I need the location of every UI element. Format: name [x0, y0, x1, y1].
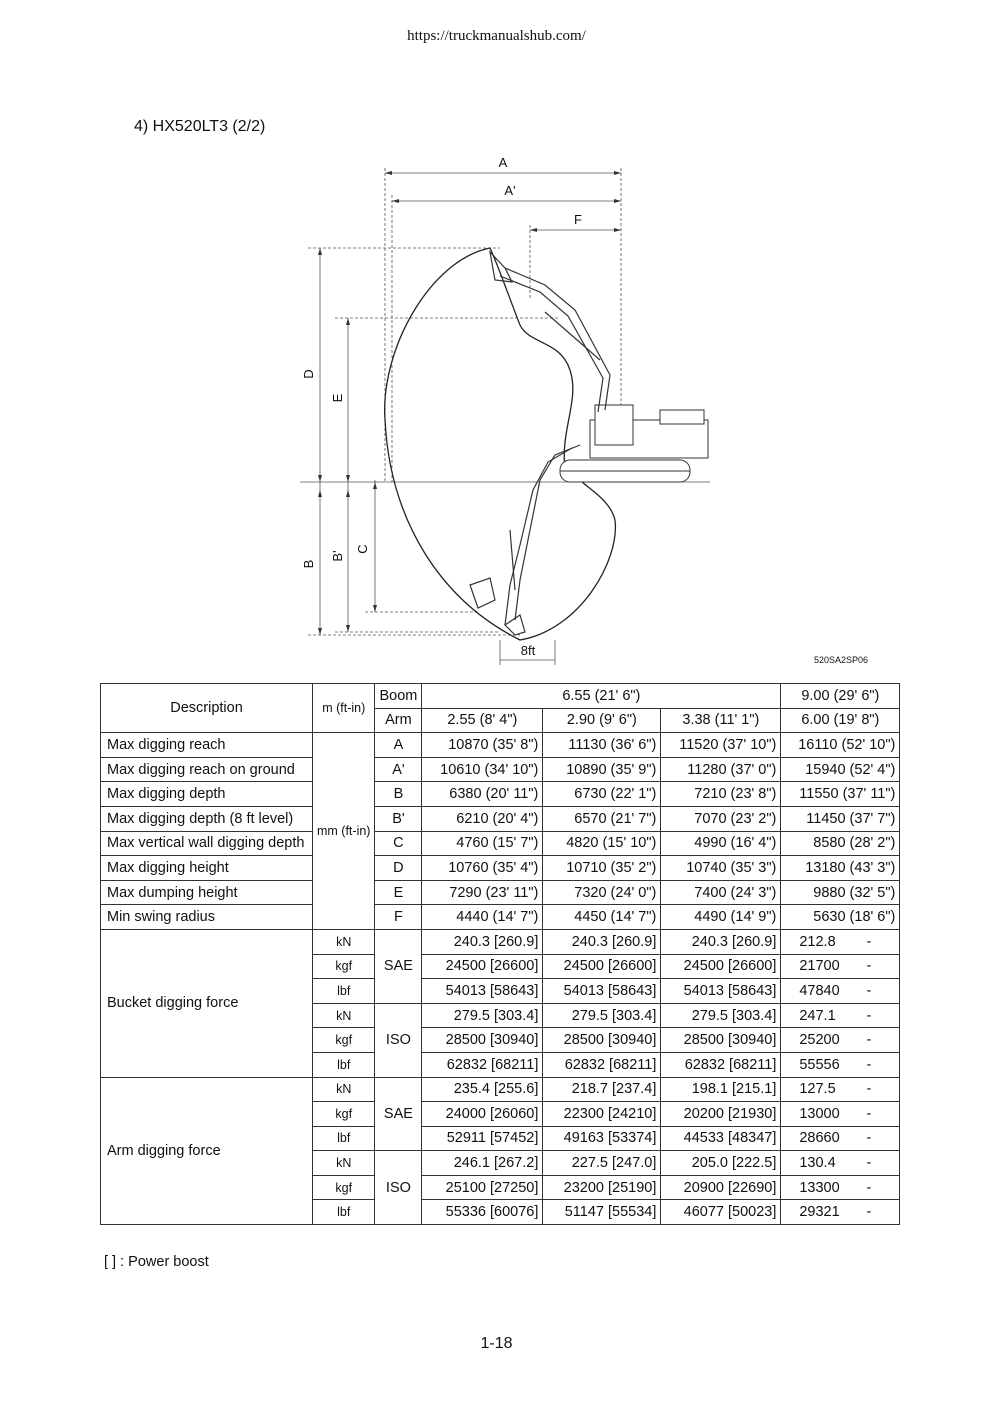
row-value: 8580 (28' 2") [781, 831, 900, 856]
force-value: 24500 [26600] [661, 954, 781, 979]
row-value: 4490 (14' 9") [661, 905, 781, 930]
force-value: 25100 [27250] [422, 1175, 543, 1200]
force-unit: lbf [313, 1126, 375, 1151]
dim-label-8ft: 8ft [520, 643, 536, 658]
table-row [101, 905, 900, 930]
force-value: 23200 [25190] [543, 1175, 661, 1200]
force-value-main: 127.5 [799, 1081, 836, 1098]
row-value: 10740 (35' 3") [661, 856, 781, 881]
row-value: 11520 (37' 10") [661, 733, 781, 758]
force-value-boost: - [866, 933, 872, 950]
table-row [101, 733, 900, 758]
force-value: 240.3 [260.9] [661, 929, 781, 954]
force-value-long-arm [781, 1151, 900, 1176]
table-row [101, 806, 900, 831]
row-value: 7290 (23' 11") [422, 880, 543, 905]
force-value: 22300 [24210] [543, 1102, 661, 1127]
force-value: 279.5 [303.4] [661, 1003, 781, 1028]
row-value: 11550 (37' 11") [781, 782, 900, 807]
force-unit: kgf [313, 954, 375, 979]
force-value-boost: - [866, 1155, 872, 1172]
header-arm-value: 3.38 (11' 1") [661, 708, 781, 733]
header-arm-value: 2.90 (9' 6") [543, 708, 661, 733]
dim-label-a-prime: A' [504, 183, 516, 198]
row-value: 7400 (24' 3") [661, 880, 781, 905]
header-boom-value: 6.55 (21' 6") [422, 684, 781, 709]
force-value: 62832 [68211] [422, 1052, 543, 1077]
row-value: 13180 (43' 3") [781, 856, 900, 881]
power-boost-footnote: [ ] : Power boost [104, 1254, 209, 1270]
row-value: 5630 (18' 6") [781, 905, 900, 930]
dim-label-f: F [574, 212, 582, 227]
row-description: Min swing radius [101, 905, 313, 930]
row-code: B' [375, 806, 422, 831]
row-value: 6570 (21' 7") [543, 806, 661, 831]
force-value-boost: - [866, 1032, 872, 1049]
force-value-boost: - [866, 1007, 872, 1024]
table-row [101, 929, 900, 954]
force-value-long-arm [781, 954, 900, 979]
force-unit: kN [313, 1003, 375, 1028]
force-value-boost: - [866, 1179, 872, 1196]
force-value: 240.3 [260.9] [422, 929, 543, 954]
force-value: 24500 [26600] [422, 954, 543, 979]
force-standard: SAE [375, 1077, 422, 1151]
force-value: 198.1 [215.1] [661, 1077, 781, 1102]
force-value-main: 21700 [799, 958, 840, 975]
force-value-boost: - [866, 1204, 872, 1221]
header-arm: Arm [375, 708, 422, 733]
force-value: 28500 [30940] [422, 1028, 543, 1053]
table-row [101, 880, 900, 905]
section-title: 4) HX520LT3 (2/2) [134, 118, 266, 135]
row-value: 4440 (14' 7") [422, 905, 543, 930]
row-code: B [375, 782, 422, 807]
force-value: 20200 [21930] [661, 1102, 781, 1127]
force-value: 46077 [50023] [661, 1200, 781, 1225]
row-code: F [375, 905, 422, 930]
row-description: Max digging depth (8 ft level) [101, 806, 313, 831]
row-value: 15940 (52' 4") [781, 757, 900, 782]
force-standard: SAE [375, 929, 422, 1003]
dim-label-c: C [355, 544, 370, 554]
force-value-boost: - [866, 1056, 872, 1073]
force-unit: lbf [313, 1052, 375, 1077]
force-value: 54013 [58643] [661, 979, 781, 1004]
header-boom: Boom [375, 684, 422, 709]
row-value: 6730 (22' 1") [543, 782, 661, 807]
force-value-main: 25200 [799, 1032, 840, 1049]
dim-label-b: B [301, 559, 316, 569]
force-unit: lbf [313, 1200, 375, 1225]
force-value-boost: - [866, 982, 872, 999]
row-value: 7210 (23' 8") [661, 782, 781, 807]
force-value: 279.5 [303.4] [422, 1003, 543, 1028]
row-value: 10760 (35' 4") [422, 856, 543, 881]
force-value-boost: - [866, 1105, 872, 1122]
header-arm-value: 2.55 (8' 4") [422, 708, 543, 733]
force-unit: kgf [313, 1102, 375, 1127]
row-description: Max digging height [101, 856, 313, 881]
dim-label-b-prime: B' [330, 550, 345, 562]
force-value-main: 55556 [799, 1056, 840, 1073]
row-value: 11450 (37' 7") [781, 806, 900, 831]
force-value-long-arm [781, 1077, 900, 1102]
force-value: 20900 [22690] [661, 1175, 781, 1200]
force-unit: lbf [313, 979, 375, 1004]
force-value: 44533 [48347] [661, 1126, 781, 1151]
force-value-main: 29321 [799, 1204, 840, 1221]
force-value: 62832 [68211] [543, 1052, 661, 1077]
force-value: 54013 [58643] [422, 979, 543, 1004]
table-row [101, 782, 900, 807]
force-value: 54013 [58643] [543, 979, 661, 1004]
header-arm-value: 6.00 (19' 8") [781, 708, 900, 733]
force-value-long-arm [781, 1102, 900, 1127]
force-value: 24000 [26060] [422, 1102, 543, 1127]
row-code: C [375, 831, 422, 856]
header-boom-value: 9.00 (29' 6") [781, 684, 900, 709]
force-value: 235.4 [255.6] [422, 1077, 543, 1102]
force-value-main: 47840 [799, 982, 840, 999]
force-group-description: Arm digging force [101, 1077, 313, 1225]
row-code: A [375, 733, 422, 758]
force-unit: kgf [313, 1175, 375, 1200]
force-value-long-arm [781, 1052, 900, 1077]
force-value: 51147 [55534] [543, 1200, 661, 1225]
force-unit: kN [313, 1077, 375, 1102]
force-value-long-arm [781, 1028, 900, 1053]
force-value: 205.0 [222.5] [661, 1151, 781, 1176]
row-value: 10870 (35' 8") [422, 733, 543, 758]
dim-label-e: E [330, 393, 345, 403]
force-value: 218.7 [237.4] [543, 1077, 661, 1102]
force-unit: kN [313, 1151, 375, 1176]
force-value: 279.5 [303.4] [543, 1003, 661, 1028]
row-value: 4990 (16' 4") [661, 831, 781, 856]
force-value: 28500 [30940] [543, 1028, 661, 1053]
row-value: 7320 (24' 0") [543, 880, 661, 905]
row-code: E [375, 880, 422, 905]
dim-label-a: A [498, 155, 508, 170]
force-value-long-arm [781, 1126, 900, 1151]
force-value-main: 28660 [799, 1130, 840, 1147]
table-row [101, 1077, 900, 1102]
force-standard: ISO [375, 1151, 422, 1225]
force-value-long-arm [781, 1175, 900, 1200]
force-value-boost: - [866, 958, 872, 975]
row-value: 6380 (20' 11") [422, 782, 543, 807]
force-value: 24500 [26600] [543, 954, 661, 979]
force-value-main: 212.8 [799, 933, 836, 950]
force-unit: kN [313, 929, 375, 954]
force-value: 62832 [68211] [661, 1052, 781, 1077]
row-value: 4820 (15' 10") [543, 831, 661, 856]
row-value: 11130 (36' 6") [543, 733, 661, 758]
row-value: 6210 (20' 4") [422, 806, 543, 831]
row-description: Max digging reach [101, 733, 313, 758]
row-value: 10610 (34' 10") [422, 757, 543, 782]
figure-code: 520SA2SP06 [814, 655, 869, 665]
force-value-long-arm [781, 929, 900, 954]
row-value: 4450 (14' 7") [543, 905, 661, 930]
row-unit: mm (ft-in) [313, 733, 375, 930]
force-value: 246.1 [267.2] [422, 1151, 543, 1176]
force-value: 227.5 [247.0] [543, 1151, 661, 1176]
force-value-boost: - [866, 1130, 872, 1147]
row-description: Max vertical wall digging depth [101, 831, 313, 856]
table-row [101, 757, 900, 782]
force-group-description: Bucket digging force [101, 929, 313, 1077]
force-standard: ISO [375, 1003, 422, 1077]
force-value-long-arm [781, 979, 900, 1004]
force-value-main: 247.1 [799, 1007, 836, 1024]
row-value: 10890 (35' 9") [543, 757, 661, 782]
force-value-main: 13000 [799, 1105, 840, 1122]
header-unit: m (ft-in) [313, 684, 375, 733]
force-value: 55336 [60076] [422, 1200, 543, 1225]
table-row [101, 856, 900, 881]
row-value: 7070 (23' 2") [661, 806, 781, 831]
row-value: 16110 (52' 10") [781, 733, 900, 758]
dim-label-d: D [301, 369, 316, 379]
working-range-diagram [290, 150, 910, 670]
row-value: 4760 (15' 7") [422, 831, 543, 856]
force-value-boost: - [866, 1081, 872, 1098]
spec-table [100, 683, 900, 1225]
force-unit: kgf [313, 1028, 375, 1053]
row-value: 9880 (32' 5") [781, 880, 900, 905]
header-description: Description [101, 684, 313, 733]
row-value: 10710 (35' 2") [543, 856, 661, 881]
force-value: 49163 [53374] [543, 1126, 661, 1151]
row-description: Max digging reach on ground [101, 757, 313, 782]
force-value: 240.3 [260.9] [543, 929, 661, 954]
force-value-main: 130.4 [799, 1155, 836, 1172]
force-value: 28500 [30940] [661, 1028, 781, 1053]
force-value-main: 13300 [799, 1179, 840, 1196]
row-description: Max digging depth [101, 782, 313, 807]
force-value-long-arm [781, 1200, 900, 1225]
page-number: 1-18 [480, 1335, 513, 1352]
page-url-header: https://truckmanualshub.com/ [407, 28, 586, 44]
row-code: A' [375, 757, 422, 782]
row-code: D [375, 856, 422, 881]
force-value-long-arm [781, 1003, 900, 1028]
table-header-row-boom [101, 684, 900, 709]
row-description: Max dumping height [101, 880, 313, 905]
table-row [101, 831, 900, 856]
row-value: 11280 (37' 0") [661, 757, 781, 782]
force-value: 52911 [57452] [422, 1126, 543, 1151]
